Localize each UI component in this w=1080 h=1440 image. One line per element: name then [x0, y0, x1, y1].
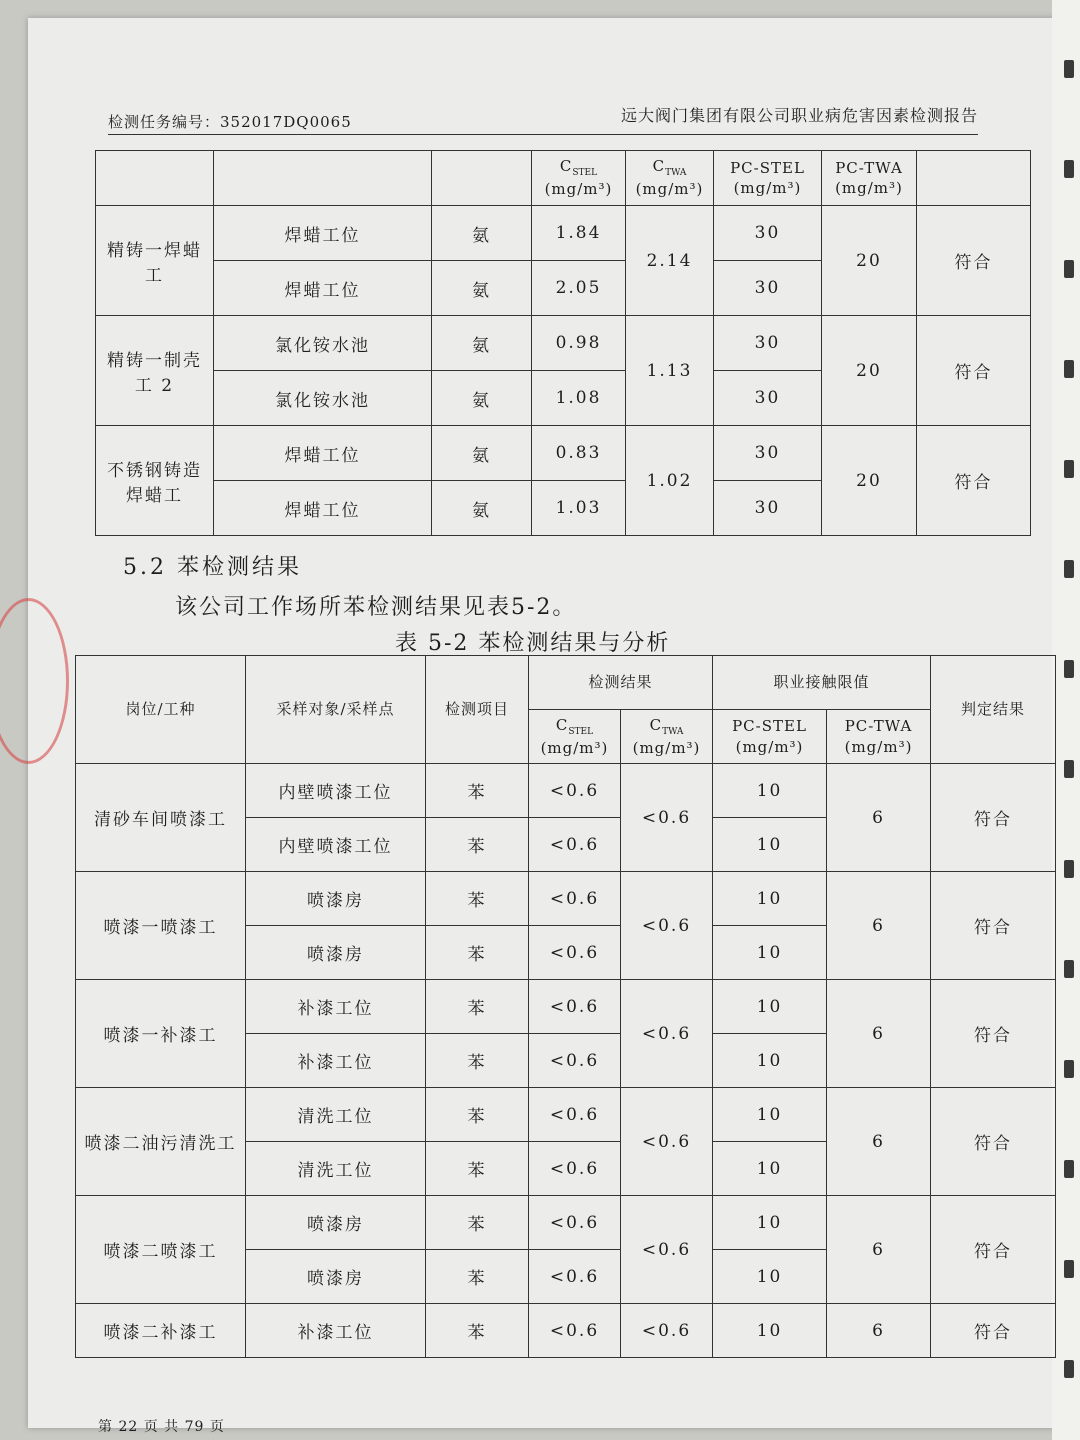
report-title: 远大阀门集团有限公司职业病危害因素检测报告 [620, 106, 978, 125]
header-cell-blank [917, 151, 1031, 206]
cstel-cell: <0.6 [529, 980, 621, 1034]
header-pc-twa: PC-TWA (mg/m³) [822, 151, 917, 206]
cstel-cell: 0.83 [532, 426, 626, 481]
header-position: 岗位/工种 [76, 656, 246, 764]
header-ctwa: $C_{TWA}$ (mg/m³) [621, 710, 713, 764]
pc-twa-cell: 6 [827, 1196, 931, 1304]
cstel-cell: <0.6 [529, 1196, 621, 1250]
sample-point-cell: 喷漆房 [246, 872, 426, 926]
ctwa-cell: <0.6 [621, 1304, 713, 1358]
header-cstel: $C_{STEL}$ (mg/m³) [532, 151, 626, 206]
sample-point-cell: 焊蜡工位 [214, 481, 432, 536]
benzene-table [75, 655, 1056, 1358]
pc-stel-cell: 30 [714, 261, 822, 316]
position-cell: 喷漆一喷漆工 [76, 872, 246, 980]
result-cell: 符合 [931, 980, 1056, 1088]
position-cell: 清砂车间喷漆工 [76, 764, 246, 872]
page-header [108, 88, 978, 135]
pc-stel-cell: 30 [714, 426, 822, 481]
sample-point-cell: 氯化铵水池 [214, 316, 432, 371]
binding-hole [1064, 160, 1074, 178]
table-row [76, 1088, 1056, 1142]
ammonia-table [95, 150, 1031, 536]
table-row [96, 426, 1031, 481]
test-item-cell: 氨 [432, 206, 532, 261]
pc-stel-cell: 10 [713, 1304, 827, 1358]
result-cell: 符合 [931, 1304, 1056, 1358]
pc-twa-cell: 6 [827, 1304, 931, 1358]
pc-twa-cell: 6 [827, 1088, 931, 1196]
ctwa-cell: <0.6 [621, 872, 713, 980]
page-footer: 第 22 页 共 79 页 [98, 1419, 225, 1435]
pc-stel-cell: 30 [714, 206, 822, 261]
red-stamp [0, 598, 69, 764]
test-item-cell: 氨 [432, 316, 532, 371]
table-caption: 表 5-2 苯检测结果与分析 [395, 631, 671, 656]
pc-stel-cell: 30 [714, 481, 822, 536]
cstel-cell: <0.6 [529, 764, 621, 818]
cstel-cell: 1.03 [532, 481, 626, 536]
table-row [76, 764, 1056, 818]
binding-hole [1064, 1360, 1074, 1378]
position-cell: 喷漆二喷漆工 [76, 1196, 246, 1304]
sample-point-cell: 喷漆房 [246, 926, 426, 980]
ctwa-cell: 1.02 [626, 426, 714, 536]
table-header-row [76, 656, 1056, 710]
binding-hole [1064, 560, 1074, 578]
position-cell: 喷漆二补漆工 [76, 1304, 246, 1358]
test-item-cell: 氨 [432, 261, 532, 316]
result-cell: 符合 [931, 1088, 1056, 1196]
ctwa-cell: <0.6 [621, 980, 713, 1088]
position-cell: 精铸一制壳工 2 [96, 316, 214, 426]
pc-stel-cell: 10 [713, 980, 827, 1034]
task-number: 检测任务编号：352017DQ0065 [108, 113, 352, 131]
pc-stel-cell: 10 [713, 818, 827, 872]
binding-hole [1064, 260, 1074, 278]
header-sample-point: 采样对象/采样点 [246, 656, 426, 764]
pc-stel-cell: 10 [713, 872, 827, 926]
test-item-cell: 苯 [426, 872, 529, 926]
cstel-cell: 2.05 [532, 261, 626, 316]
pc-stel-cell: 10 [713, 1250, 827, 1304]
cstel-cell: <0.6 [529, 1034, 621, 1088]
binding-hole [1064, 1160, 1074, 1178]
section-title: 5.2 苯检测结果 [123, 555, 302, 580]
binding-hole [1064, 860, 1074, 878]
pc-twa-cell: 20 [822, 316, 917, 426]
table-row [76, 1196, 1056, 1250]
result-cell: 符合 [917, 316, 1031, 426]
header-pc-stel: PC-STEL (mg/m³) [713, 710, 827, 764]
binding-hole [1064, 960, 1074, 978]
sample-point-cell: 焊蜡工位 [214, 426, 432, 481]
binding-hole [1064, 760, 1074, 778]
cstel-cell: <0.6 [529, 1088, 621, 1142]
cstel-cell: 1.84 [532, 206, 626, 261]
sample-point-cell: 喷漆房 [246, 1196, 426, 1250]
result-cell: 符合 [917, 426, 1031, 536]
cstel-cell: <0.6 [529, 818, 621, 872]
binding-hole [1064, 1260, 1074, 1278]
cstel-cell: 1.08 [532, 371, 626, 426]
binding-hole [1064, 60, 1074, 78]
position-cell: 喷漆一补漆工 [76, 980, 246, 1088]
pc-stel-cell: 10 [713, 1196, 827, 1250]
ctwa-cell: 1.13 [626, 316, 714, 426]
pc-twa-cell: 6 [827, 764, 931, 872]
test-item-cell: 苯 [426, 1196, 529, 1250]
result-cell: 符合 [931, 1196, 1056, 1304]
binding-hole [1064, 460, 1074, 478]
pc-twa-cell: 20 [822, 426, 917, 536]
sample-point-cell: 焊蜡工位 [214, 261, 432, 316]
sample-point-cell: 内壁喷漆工位 [246, 764, 426, 818]
ctwa-cell: <0.6 [621, 1088, 713, 1196]
position-cell: 不锈钢铸造焊蜡工 [96, 426, 214, 536]
header-judgement: 判定结果 [931, 656, 1056, 764]
cstel-cell: <0.6 [529, 1250, 621, 1304]
binding-hole [1064, 660, 1074, 678]
sample-point-cell: 补漆工位 [246, 1304, 426, 1358]
header-test-item: 检测项目 [426, 656, 529, 764]
sample-point-cell: 焊蜡工位 [214, 206, 432, 261]
cstel-cell: 0.98 [532, 316, 626, 371]
table-row [76, 872, 1056, 926]
pc-twa-cell: 6 [827, 980, 931, 1088]
header-cell-blank [96, 151, 214, 206]
pc-stel-cell: 30 [714, 371, 822, 426]
result-cell: 符合 [931, 872, 1056, 980]
binding-hole [1064, 360, 1074, 378]
header-test-result: 检测结果 [529, 656, 713, 710]
test-item-cell: 苯 [426, 926, 529, 980]
test-item-cell: 氨 [432, 426, 532, 481]
section-intro: 该公司工作场所苯检测结果见表5-2。 [175, 595, 577, 620]
pc-stel-cell: 10 [713, 764, 827, 818]
header-pc-twa: PC-TWA (mg/m³) [827, 710, 931, 764]
header-cstel: $C_{STEL}$ (mg/m³) [529, 710, 621, 764]
table-row [76, 1304, 1056, 1358]
result-cell: 符合 [917, 206, 1031, 316]
test-item-cell: 苯 [426, 1250, 529, 1304]
test-item-cell: 苯 [426, 1034, 529, 1088]
table-row [96, 206, 1031, 261]
test-item-cell: 苯 [426, 1088, 529, 1142]
cstel-cell: <0.6 [529, 872, 621, 926]
pc-stel-cell: 10 [713, 1088, 827, 1142]
pc-stel-cell: 30 [714, 316, 822, 371]
binding-strip [1052, 0, 1080, 1440]
table-row [76, 980, 1056, 1034]
sample-point-cell: 补漆工位 [246, 1034, 426, 1088]
cstel-cell: <0.6 [529, 1304, 621, 1358]
pc-twa-cell: 6 [827, 872, 931, 980]
pc-stel-cell: 10 [713, 926, 827, 980]
sample-point-cell: 补漆工位 [246, 980, 426, 1034]
ctwa-cell: <0.6 [621, 764, 713, 872]
cstel-cell: <0.6 [529, 1142, 621, 1196]
binding-hole [1064, 1060, 1074, 1078]
pc-twa-cell: 20 [822, 206, 917, 316]
pc-stel-cell: 10 [713, 1034, 827, 1088]
test-item-cell: 苯 [426, 818, 529, 872]
test-item-cell: 苯 [426, 1142, 529, 1196]
table-row [96, 316, 1031, 371]
sample-point-cell: 喷漆房 [246, 1250, 426, 1304]
test-item-cell: 苯 [426, 1304, 529, 1358]
test-item-cell: 氨 [432, 481, 532, 536]
header-pc-stel: PC-STEL (mg/m³) [714, 151, 822, 206]
table-header-row [96, 151, 1031, 206]
sample-point-cell: 清洗工位 [246, 1088, 426, 1142]
position-cell: 喷漆二油污清洗工 [76, 1088, 246, 1196]
pc-stel-cell: 10 [713, 1142, 827, 1196]
header-exposure-limit: 职业接触限值 [713, 656, 931, 710]
header-cell-blank [432, 151, 532, 206]
sample-point-cell: 氯化铵水池 [214, 371, 432, 426]
header-ctwa: $C_{TWA}$ (mg/m³) [626, 151, 714, 206]
position-cell: 精铸一焊蜡工 [96, 206, 214, 316]
ctwa-cell: <0.6 [621, 1196, 713, 1304]
header-cell-blank [214, 151, 432, 206]
ctwa-cell: 2.14 [626, 206, 714, 316]
sample-point-cell: 内壁喷漆工位 [246, 818, 426, 872]
test-item-cell: 氨 [432, 371, 532, 426]
sample-point-cell: 清洗工位 [246, 1142, 426, 1196]
test-item-cell: 苯 [426, 980, 529, 1034]
test-item-cell: 苯 [426, 764, 529, 818]
result-cell: 符合 [931, 764, 1056, 872]
cstel-cell: <0.6 [529, 926, 621, 980]
